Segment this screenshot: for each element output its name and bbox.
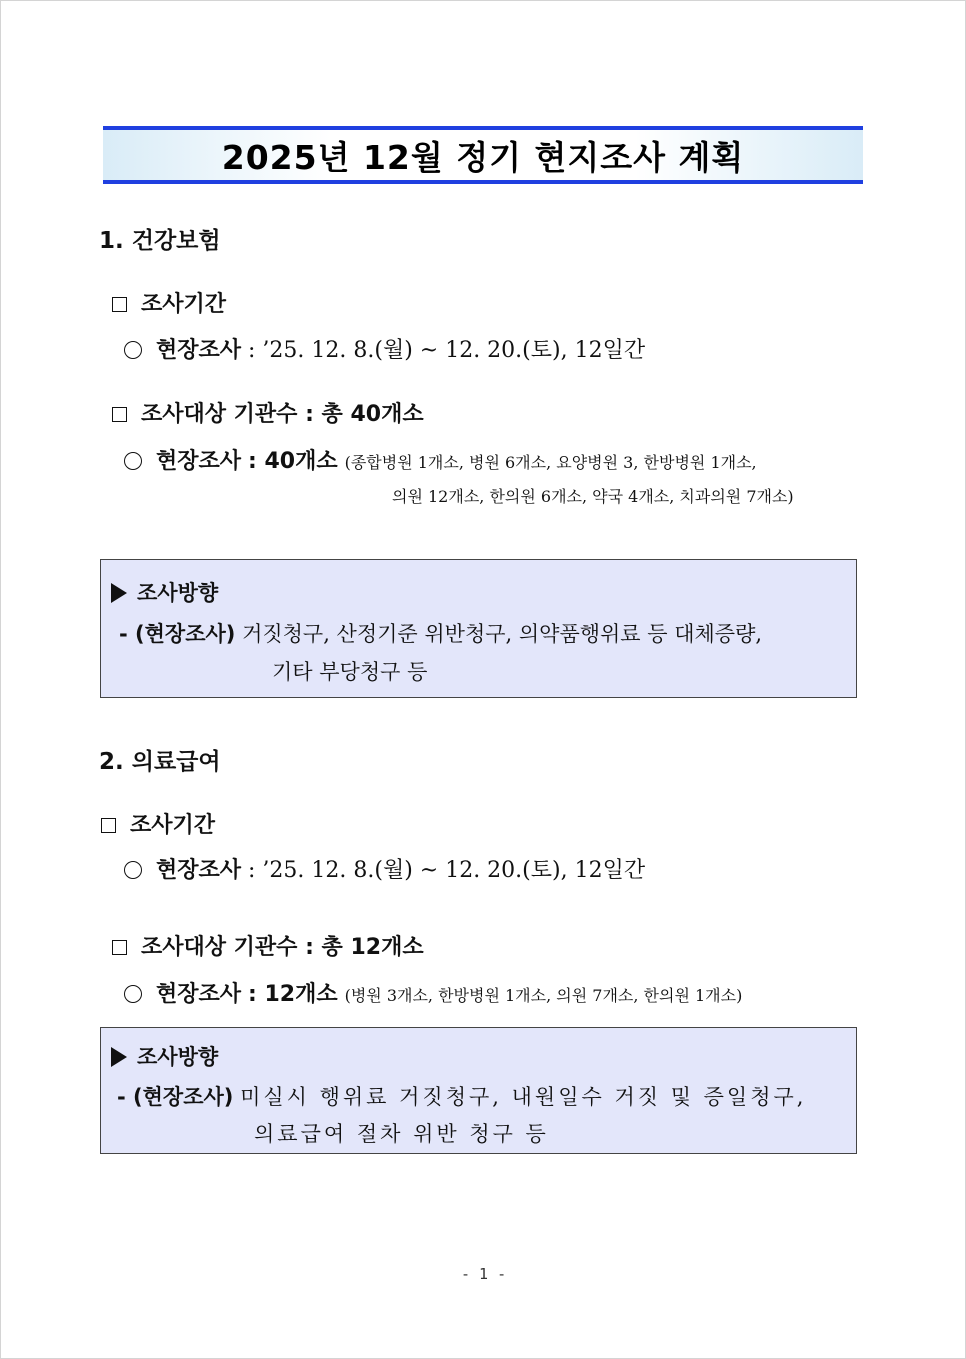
s2-period-item-label: 현장조사 <box>156 858 242 883</box>
s2-direction-text-1: 미실시 행위료 거짓청구, 내원일수 거짓 및 증일청구, <box>240 1085 807 1109</box>
circle-bullet-icon <box>124 985 142 1003</box>
s2-direction-box <box>100 1027 857 1154</box>
s2-target-item-label: 현장조사 <box>156 982 242 1007</box>
page-number: - 1 - <box>461 1265 507 1283</box>
s2-direction-heading-row <box>111 1041 218 1071</box>
s1-target-row <box>112 397 424 428</box>
square-bullet-icon <box>112 940 127 955</box>
s1-direction-text-1: 거짓청구, 산정기준 위반청구, 의약품행위료 등 대체증량, <box>242 622 763 646</box>
s1-target-item-label: 현장조사 <box>156 449 242 474</box>
s2-target-detail-1: (병원 3개소, 한방병원 1개소, 의원 7개소, 한의원 1개소) <box>344 986 743 1005</box>
s2-period-item-value: : ’25. 12. 8.(월) ~ 12. 20.(토), 12일간 <box>248 858 646 883</box>
s1-direction-box <box>100 559 857 698</box>
s1-direction-text-2: 기타 부당청구 등 <box>272 660 428 684</box>
circle-bullet-icon <box>124 452 142 470</box>
s2-period-row <box>101 808 215 839</box>
page-title: 2025년 12월 정기 현지조사 계획 <box>221 137 745 177</box>
s1-direction-heading-row <box>111 577 218 607</box>
s2-direction-text-2: 의료급여 절차 위반 청구 등 <box>254 1122 549 1146</box>
square-bullet-icon <box>101 818 116 833</box>
s1-period-item-value: : ’25. 12. 8.(월) ~ 12. 20.(토), 12일간 <box>248 338 646 363</box>
s2-target-item <box>124 977 742 1008</box>
title-banner <box>103 126 863 184</box>
s1-target-detail-1: (종합병원 1개소, 병원 6개소, 요양병원 3, 한방병원 1개소, <box>344 453 757 472</box>
s2-target-item-value: : 12개소 <box>248 982 338 1007</box>
s2-direction-line-1 <box>117 1081 806 1111</box>
s1-period-item <box>124 333 645 364</box>
s1-period-label: 조사기간 <box>141 292 227 317</box>
circle-bullet-icon <box>124 341 142 359</box>
s1-direction-heading: 조사방향 <box>137 581 219 605</box>
s2-period-item <box>124 853 645 884</box>
s1-target-item-value: : 40개소 <box>248 449 338 474</box>
s2-direction-prefix: - (현장조사) <box>117 1085 234 1109</box>
square-bullet-icon <box>112 297 127 312</box>
s1-target-detail-2: 의원 12개소, 한의원 6개소, 약국 4개소, 치과의원 7개소) <box>392 487 794 506</box>
square-bullet-icon <box>112 407 127 422</box>
s1-period-row <box>112 287 226 318</box>
s2-period-label: 조사기간 <box>130 813 216 838</box>
circle-bullet-icon <box>124 861 142 879</box>
s1-direction-prefix: - (현장조사) <box>119 622 236 646</box>
s1-target-item <box>124 444 757 475</box>
s2-direction-heading: 조사방향 <box>137 1045 219 1069</box>
section-heading-medical-aid: 2. 의료급여 <box>99 749 221 775</box>
triangle-bullet-icon <box>111 1047 127 1067</box>
triangle-bullet-icon <box>111 583 127 603</box>
s1-period-item-label: 현장조사 <box>156 338 242 363</box>
s1-target-label: 조사대상 기관수 : 총 40개소 <box>141 402 424 427</box>
s2-target-row <box>112 930 424 961</box>
s2-target-label: 조사대상 기관수 : 총 12개소 <box>141 935 424 960</box>
s1-direction-line-1 <box>119 618 762 648</box>
section-heading-health-insurance: 1. 건강보험 <box>99 228 221 254</box>
